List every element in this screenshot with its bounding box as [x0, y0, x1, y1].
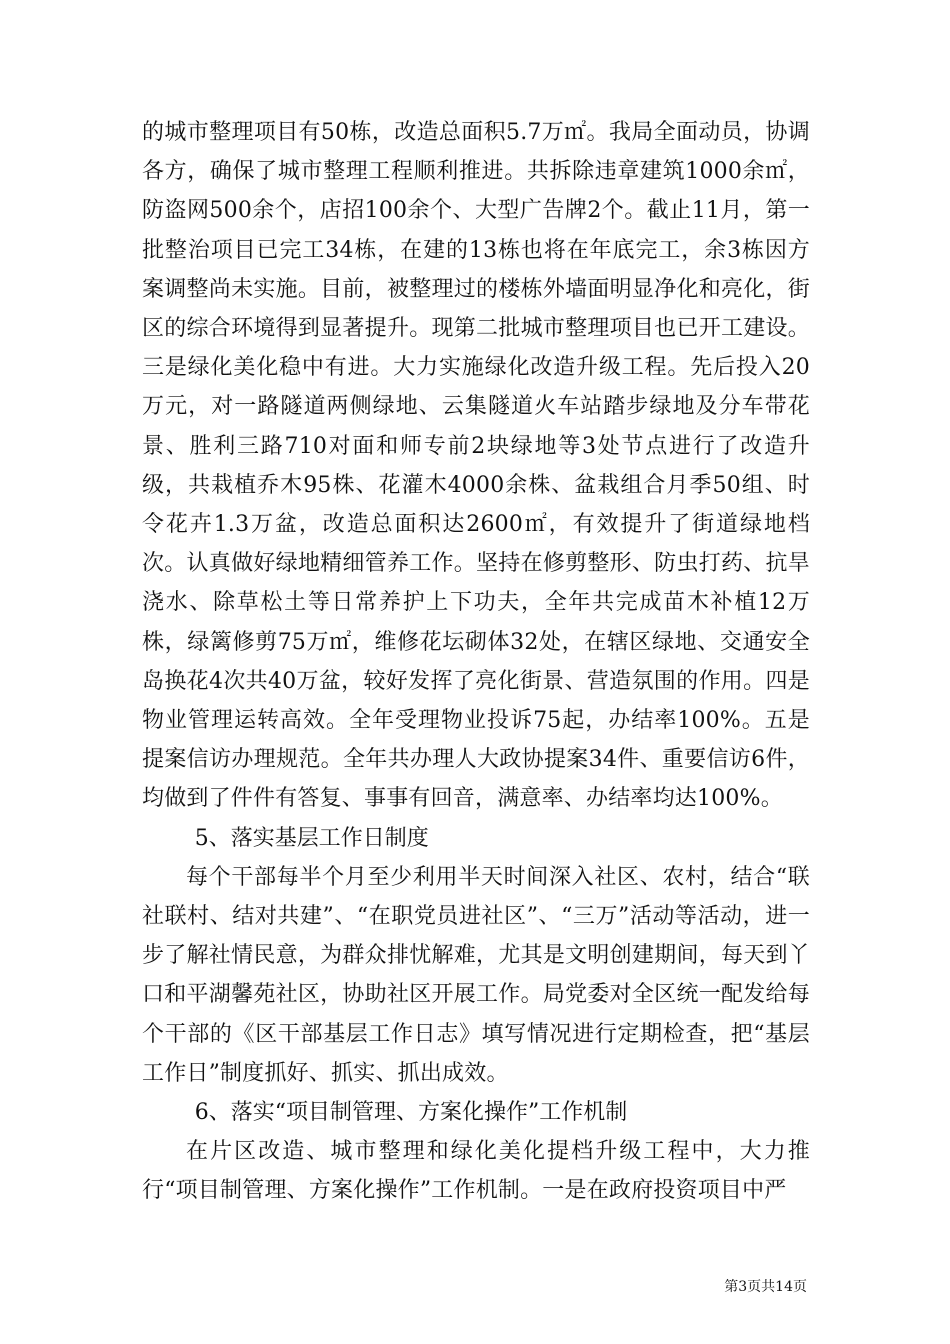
body-paragraph-1: 的城市整理项目有50栋，改造总面积5.7万㎡。我局全面动员，协调各方，确保了城市整理工程顺利推进。共拆除违章建筑1000余㎡，防盗网500余个，店招100余个、大型广告牌2个。截止11月，第一批整治项目已完工34栋，在建的13栋也将在年底完工，余3栋因方案调整尚未实施。目前，被整理过的楼栋外墙面明显净化和亮化，街区的综合环境得到显著提升。现第二批城市整理项目也已开工建设。三是绿化美化稳中有进。大力实施绿化改造升级工程。先后投入20万元，对一路隧道两侧绿地、云集隧道火车站踏步绿地及分车带花景、胜利三路710对面和师专前2块绿地等3处节点进行了改造升级，共栽植乔木95株、花灌木4000余株、盆栽组合月季50组、时令花卉1.3万盆，改造总面积达2600㎡，有效提升了街道绿地档次。认真做好绿地精细管养工作。坚持在修剪整形、防虫打药、抗旱浇水、除草松土等日常养护上下功夫，全年共完成苗木补植12万株，绿篱修剪75万㎡，维修花坛砌体32处，在辖区绿地、交通安全岛换花4次共40万盆，较好发挥了亮化街景、营造氛围的作用。四是物业管理运转高效。全年受理物业投诉75起，办结率100%。五是提案信访办理规范。全年共办理人大政协提案34件、重要信访6件，均做到了件件有答复、事事有回音，满意率、办结率均达100%。 — [142, 120, 810, 812]
page-number-footer: 第3页共14页 — [724, 1279, 807, 1295]
document-page — [142, 113, 810, 1211]
body-paragraph-2: 每个干部每半个月至少利用半天时间深入社区、农村，结合“联社联村、结对共建”、“在职党员进社区”、“三万”活动等活动，进一步了解社情民意，为群众排忧解难，尤其是文明创建期间，每天到丫口和平湖馨苑社区，协助社区开展工作。局党委对全区统一配发给每个干部的《区干部基层工作日志》填写情况进行定期检查，把“基层工作日”制度抓好、抓实、抓出成效。 — [142, 864, 810, 1086]
section-heading-5: 5、落实基层工作日制度 — [194, 825, 429, 851]
section-heading-6: 6、落实“项目制管理、方案化操作”工作机制 — [194, 1100, 628, 1126]
body-paragraph-3: 在片区改造、城市整理和绿化美化提档升级工程中，大力推行“项目制管理、方案化操作”工作机制。一是在政府投资项目中严 — [142, 1139, 810, 1204]
